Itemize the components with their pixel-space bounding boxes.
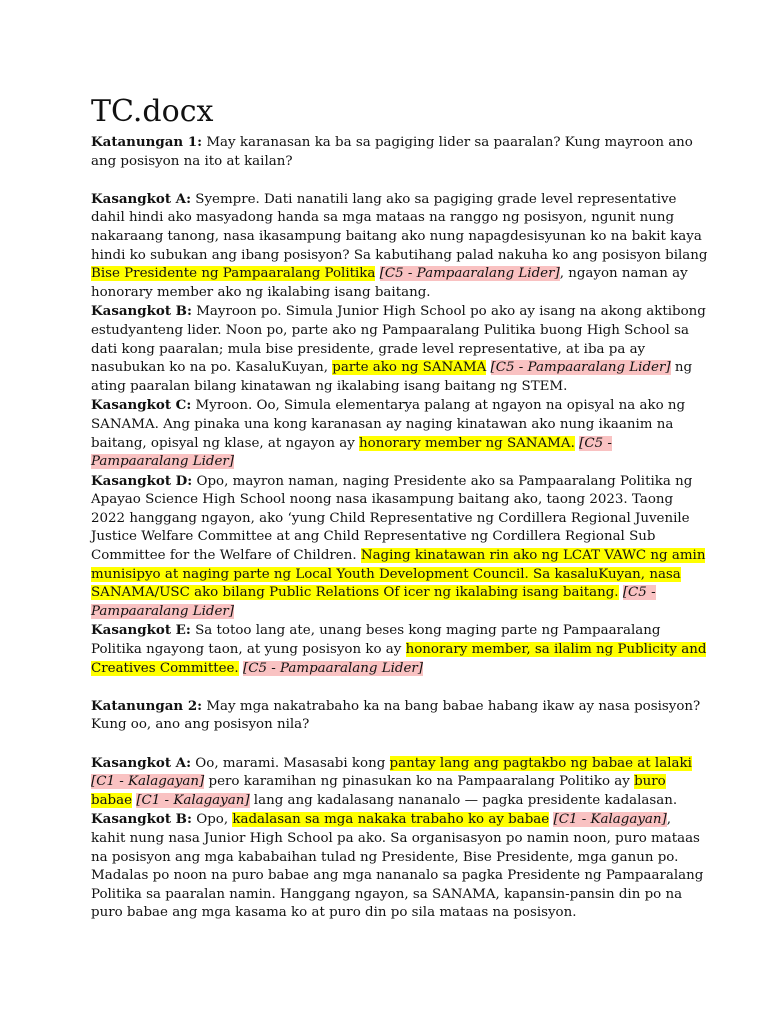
speaker-label: Kasangkot A: <box>91 190 192 207</box>
code-tag: [C1 - Kalagayan] <box>91 774 205 790</box>
speaker-label: Katanungan 1: <box>91 134 203 150</box>
text-run: Opo, mayron naman, naging Presidente ako sa Pampaaralang Politika ng Apayao Science High School noong nasa ikasampung baitang ako, taong 2023. Taong 2022 hanggang ngayon, ako ‘yung Child Representative ng Cordillera Regional Juvenile Justice Welfare Committee at ang Child Representative ng Cordillera Regional Sub Committee for the Welfare of Children. <box>91 473 693 564</box>
highlighted-excerpt: kadalasan sa mga nakaka trabaho ko ay babae <box>232 812 550 828</box>
highlighted-excerpt: honorary member, sa ilalim ng Publicity and Creatives Committee. <box>91 642 707 676</box>
text-run: lang ang kadalasang nananalo — pagka presidente kadalasan. <box>249 792 678 808</box>
code-tag: [C5 - Pampaaralang Lider] <box>91 435 612 470</box>
highlighted-excerpt: Bise Presidente ng Pampaaralang Politika <box>91 266 376 282</box>
document-body <box>91 133 708 923</box>
paragraph <box>91 810 708 923</box>
code-tag: [C1 - Kalagayan] <box>553 812 667 828</box>
speaker-label: Kasangkot A: <box>91 754 192 771</box>
paragraph <box>91 396 708 471</box>
text-run: Myroon. Oo, Simula elementarya palang at ngayon na opisyal na ako ng SANAMA. Ang pinaka una kong karanasan ay naging kinatawan ako nung ikaanim na baitang, opisyal ng klase, at ngayon ay <box>91 398 686 451</box>
document-title: TC.docx <box>91 94 214 129</box>
text-run: Syempre. Dati nanatili lang ako sa pagiging grade level representative dahil hindi ako masyadong handa sa mga mataas na ranggo ng posisyon, ngunit nung nakaraang tanong, nasa ikasampung baitang ako nung napagdesisyunan ko na bakit kaya hindi ko subukan ang ibang posisyon? Sa kabutihang palad nakuha ko ang posisyon bilang <box>91 191 708 263</box>
text-run: , kahit nung nasa Junior High School pa ako. Sa organisasyon po namin noon, puro mataas na posisyon ang mga kababaihan tulad ng Presidente, Bise Presidente, mga ganun po. Madalas po noon na puro babae ang mga nananalo sa pagka Presidente ng Pampaaralang Politika sa paaralan namin. Hanggang ngayon, sa SANAMA, kapansin-pansin din po na puro babae ang mga kasama ko at puro din po sila mataas na posisyon. <box>91 812 704 921</box>
highlighted-excerpt: honorary member ng SANAMA. <box>359 435 575 451</box>
text-run: Mayroon po. Simula Junior High School po ako ay isang na akong aktibong estudyanteng lider. Noon po, parte ako ng Pampaaralang Pulitika buong High School sa dati kong paaralan; mula bise presidente, grade level representative, at iba pa ay nasubukan ko na po. KasaluKuyan, <box>91 304 706 376</box>
highlighted-excerpt: parte ako ng SANAMA <box>332 360 487 376</box>
paragraph <box>91 697 708 735</box>
paragraph <box>91 133 708 171</box>
text-run <box>486 360 490 375</box>
text-run: pero karamihan ng pinasukan ko na Pampaaralang Politiko ay <box>204 774 635 790</box>
highlighted-excerpt: Naging kinatawan rin ako ng LCAT VAWC ng amin munisipyo at naging parte ng Local Youth Development Council. Sa kasaluKuyan, nasa SANAMA/USC ako bilang Public Relations Of icer ng ikalabing isang baitang. <box>91 548 706 601</box>
speaker-label: Kasangkot B: <box>91 811 192 828</box>
highlighted-excerpt: pantay lang ang pagtakbo ng babae at lalaki <box>389 755 692 771</box>
highlighted-excerpt: buro babae <box>91 774 666 808</box>
code-tag: [C1 - Kalagayan] <box>136 792 250 808</box>
text-run: Opo, <box>191 812 233 828</box>
code-tag: [C5 - Pampaaralang Lider] <box>490 360 671 376</box>
text-run: May karanasan ka ba sa pagiging lider sa paaralan? Kung mayroon ano ang posisyon na ito at kailan? <box>91 135 693 169</box>
text-run: May mga nakatrabaho ka na bang babae habang ikaw ay nasa posisyon? Kung oo, ano ang posisyon nila? <box>91 698 701 733</box>
code-tag: [C5 - Pampaaralang Lider] <box>91 585 656 619</box>
paragraph <box>91 754 708 811</box>
text-run: , ngayon naman ay honorary member ako ng ikalabing isang baitang. <box>91 266 688 300</box>
paragraph <box>91 302 708 396</box>
code-tag: [C5 - Pampaaralang Lider] <box>242 660 424 676</box>
speaker-label: Katanungan 2: <box>91 697 203 714</box>
text-run: Oo, marami. Masasabi kong <box>191 755 390 771</box>
speaker-label: Kasangkot E: <box>91 622 191 639</box>
speaker-label: Kasangkot B: <box>91 303 192 320</box>
paragraph <box>91 621 708 678</box>
text-run: Sa totoo lang ate, unang beses kong maging parte ng Pampaaralang Politika ngayong taon, at yung posisyon ko ay <box>91 623 661 658</box>
paragraph <box>91 472 708 622</box>
text-run: ng ating paaralan bilang kinatawan ng ikalabing isang baitang ng STEM. <box>91 360 693 394</box>
speaker-label: Kasangkot C: <box>91 397 192 414</box>
speaker-label: Kasangkot D: <box>91 472 193 489</box>
code-tag: [C5 - Pampaaralang Lider] <box>379 266 560 282</box>
paragraph <box>91 190 708 303</box>
